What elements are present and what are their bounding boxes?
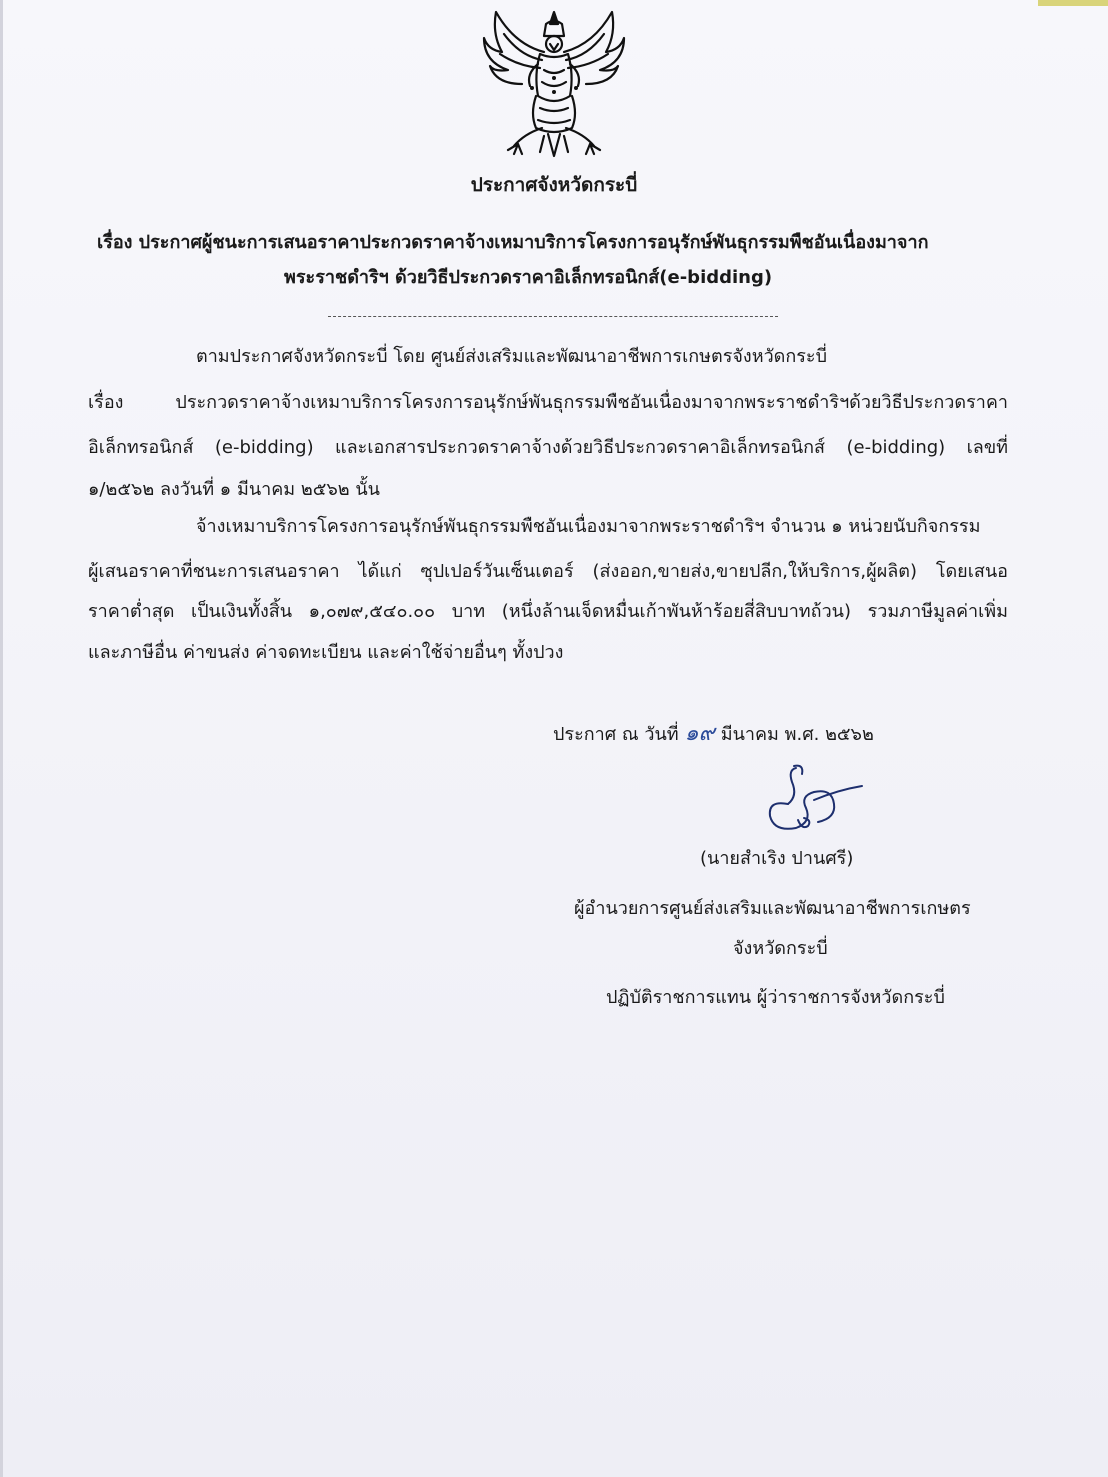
paragraph-1-line-4: ๑/๒๕๖๒ ลงวันที่ ๑ มีนาคม ๒๕๖๒ นั้น (88, 479, 380, 500)
signatory-name: (นายสำเริง ปานศรี) (700, 848, 854, 869)
paragraph-1-line-1: ตามประกาศจังหวัดกระบี่ โดย ศูนย์ส่งเสริมและพัฒนาอาชีพการเกษตรจังหวัดกระบี่ (196, 346, 828, 367)
announcement-prefix: ประกาศ ณ วันที่ (553, 724, 679, 745)
handwritten-day: ๑๙ (684, 721, 715, 746)
document-title: ประกาศจังหวัดกระบี่ (470, 174, 638, 196)
separator-dashed-line (328, 316, 778, 317)
signatory-position-line-3: ปฏิบัติราชการแทน ผู้ว่าราชการจังหวัดกระบี่ (606, 987, 945, 1008)
paragraph-2-line-4: และภาษีอื่น ค่าขนส่ง ค่าจดทะเบียน และค่าใช้จ่ายอื่นๆ ทั้งปวง (88, 642, 564, 663)
scan-corner-mark (1038, 0, 1108, 6)
subject-line-2: พระราชดำริฯ ด้วยวิธีประกวดราคาอิเล็กทรอนิกส์(e-bidding) (284, 267, 773, 288)
paragraph-2-line-1: จ้างเหมาบริการโครงการอนุรักษ์พันธุกรรมพืชอันเนื่องมาจากพระราชดำริฯ จำนวน ๑ หน่วยนับกิจกรรม (196, 516, 981, 537)
paragraph-1-line-3: อิเล็กทรอนิกส์ (e-bidding) และเอกสารประกวดราคาจ้างด้วยวิธีประกวดราคาอิเล็กทรอนิกส์ (e-bidding) เลขที่ (88, 437, 1008, 458)
announcement-suffix: มีนาคม พ.ศ. ๒๕๖๒ (720, 724, 874, 745)
subject-line-1: เรื่อง ประกาศผู้ชนะการเสนอราคาประกวดราคาจ้างเหมาบริการโครงการอนุรักษ์พันธุกรรมพืชอันเนื่องมาจาก (97, 232, 929, 253)
handwritten-signature (758, 760, 868, 840)
announcement-date (553, 723, 874, 746)
signatory-position-line-1: ผู้อำนวยการศูนย์ส่งเสริมและพัฒนาอาชีพการเกษตร (574, 898, 971, 919)
paragraph-2-line-3: ราคาต่ำสุด เป็นเงินทั้งสิ้น ๑,๐๗๙,๕๔๐.๐๐ บาท (หนึ่งล้านเจ็ดหมื่นเก้าพันห้าร้อยสี่สิบบาทถ้วน) รวมภาษีมูลค่าเพิ่ม (88, 601, 1008, 622)
paragraph-2-line-2: ผู้เสนอราคาที่ชนะการเสนอราคา ได้แก่ ซุปเปอร์วันเซ็นเตอร์ (ส่งออก,ขายส่ง,ขายปลีก,ให้บริการ,ผู้ผลิต) โดยเสนอ (88, 561, 1008, 582)
paragraph-1-line-2: เรื่อง ประกวดราคาจ้างเหมาบริการโครงการอนุรักษ์พันธุกรรมพืชอันเนื่องมาจากพระราชดำริฯด้วยวิธีประกวดราคา (88, 392, 1008, 413)
signatory-position-line-2: จังหวัดกระบี่ (733, 938, 828, 959)
garuda-emblem-icon (474, 4, 634, 164)
scan-left-edge (0, 0, 3, 1477)
